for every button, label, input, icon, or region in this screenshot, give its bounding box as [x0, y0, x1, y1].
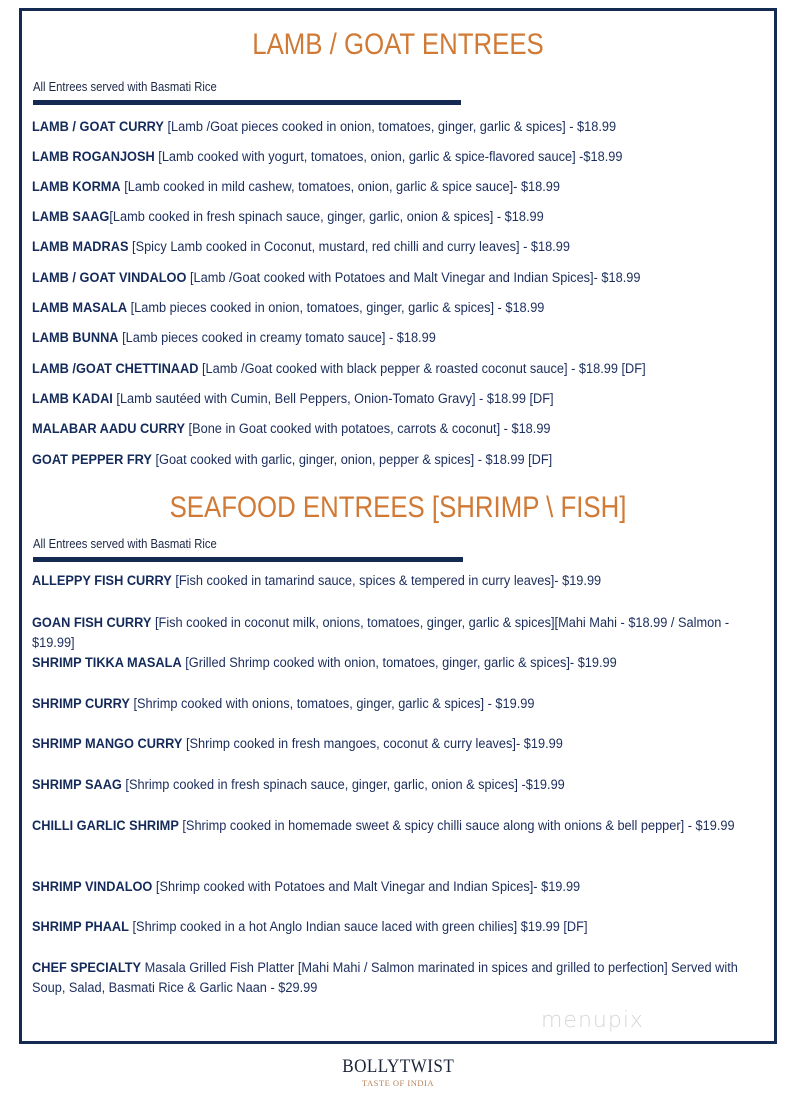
brand-tagline: TASTE OF INDIA [362, 1078, 434, 1088]
menu-item: LAMB /GOAT CHETTINAAD [Lamb /Goat cooked with black pepper & roasted coconut sauce] - $18.99 [DF] [32, 361, 646, 377]
menu-item: LAMB BUNNA [Lamb pieces cooked in creamy tomato sauce] - $18.99 [32, 330, 436, 346]
menu-item: GOAN FISH CURRY [Fish cooked in coconut milk, onions, tomatoes, ginger, garlic & spices][Mahi Mahi - $18.99 / Salmon - $19.99] [32, 615, 730, 651]
lamb-section-subtitle: All Entrees served with Basmati Rice [33, 80, 217, 94]
brand-name: BOLLYTWIST [341, 1056, 455, 1077]
menu-item: SHRIMP CURRY [Shrimp cooked with onions, tomatoes, ginger, garlic & spices] - $19.99 [32, 696, 535, 712]
menu-item: LAMB MASALA [Lamb pieces cooked in onion, tomatoes, ginger, garlic & spices] - $18.99 [32, 300, 545, 316]
menu-item: LAMB MADRAS [Spicy Lamb cooked in Coconut, mustard, red chilli and curry leaves] - $18.99 [32, 239, 570, 255]
menu-frame [19, 8, 777, 1044]
seafood-section-divider [33, 557, 463, 562]
menu-item: SHRIMP MANGO CURRY [Shrimp cooked in fresh mangoes, coconut & curry leaves]- $19.99 [32, 736, 563, 752]
menu-item: SHRIMP VINDALOO [Shrimp cooked with Potatoes and Malt Vinegar and Indian Spices]- $19.99 [32, 879, 581, 895]
seafood-section-subtitle: All Entrees served with Basmati Rice [33, 537, 217, 551]
lamb-section-divider [33, 100, 461, 105]
menu-item: LAMB ROGANJOSH [Lamb cooked with yogurt, tomatoes, onion, garlic & spice-flavored sauce] -$18.99 [32, 149, 623, 165]
menu-item: LAMB KORMA [Lamb cooked in mild cashew, tomatoes, onion, garlic & spice sauce]- $18.99 [32, 179, 561, 195]
seafood-section-title: SEAFOOD ENTREES [SHRIMP \ FISH] [169, 491, 627, 524]
menu-item: LAMB / GOAT CURRY [Lamb /Goat pieces cooked in onion, tomatoes, ginger, garlic & spices] - $18.99 [32, 119, 617, 135]
menu-item: SHRIMP SAAG [Shrimp cooked in fresh spinach sauce, ginger, garlic, onion & spices] -$19.99 [32, 777, 565, 793]
watermark: menupix [541, 1008, 644, 1033]
menu-item: LAMB KADAI [Lamb sautéed with Cumin, Bell Peppers, Onion-Tomato Gravy] - $18.99 [DF] [32, 391, 554, 407]
menu-item: LAMB / GOAT VINDALOO [Lamb /Goat cooked with Potatoes and Malt Vinegar and Indian Spices]- $18.99 [32, 270, 641, 286]
menu-item: CHEF SPECIALTY Masala Grilled Fish Platter [Mahi Mahi / Salmon marinated in spices and grilled to perfection] Served with Soup, Salad, Basmati Rice & Garlic Naan - $29.99 [32, 960, 738, 996]
menu-item: GOAT PEPPER FRY [Goat cooked with garlic, ginger, onion, pepper & spices] - $18.99 [DF] [32, 452, 553, 468]
menu-item: LAMB SAAG[Lamb cooked in fresh spinach sauce, ginger, garlic, onion & spices] - $18.99 [32, 209, 544, 225]
brand-logo [0, 1056, 796, 1088]
lamb-section-title: LAMB / GOAT ENTREES [252, 28, 544, 61]
menu-item: CHILLI GARLIC SHRIMP [Shrimp cooked in homemade sweet & spicy chilli sauce along with onions & bell pepper] - $19.99 [32, 818, 735, 834]
menu-item: MALABAR AADU CURRY [Bone in Goat cooked with potatoes, carrots & coconut] - $18.99 [32, 421, 551, 437]
menu-item: SHRIMP PHAAL [Shrimp cooked in a hot Anglo Indian sauce laced with green chilies] $19.99 [DF] [32, 919, 588, 935]
menu-item: SHRIMP TIKKA MASALA [Grilled Shrimp cooked with onion, tomatoes, ginger, garlic & spices]- $19.99 [32, 655, 617, 671]
menu-item: ALLEPPY FISH CURRY [Fish cooked in tamarind sauce, spices & tempered in curry leaves]- $19.99 [32, 573, 602, 589]
